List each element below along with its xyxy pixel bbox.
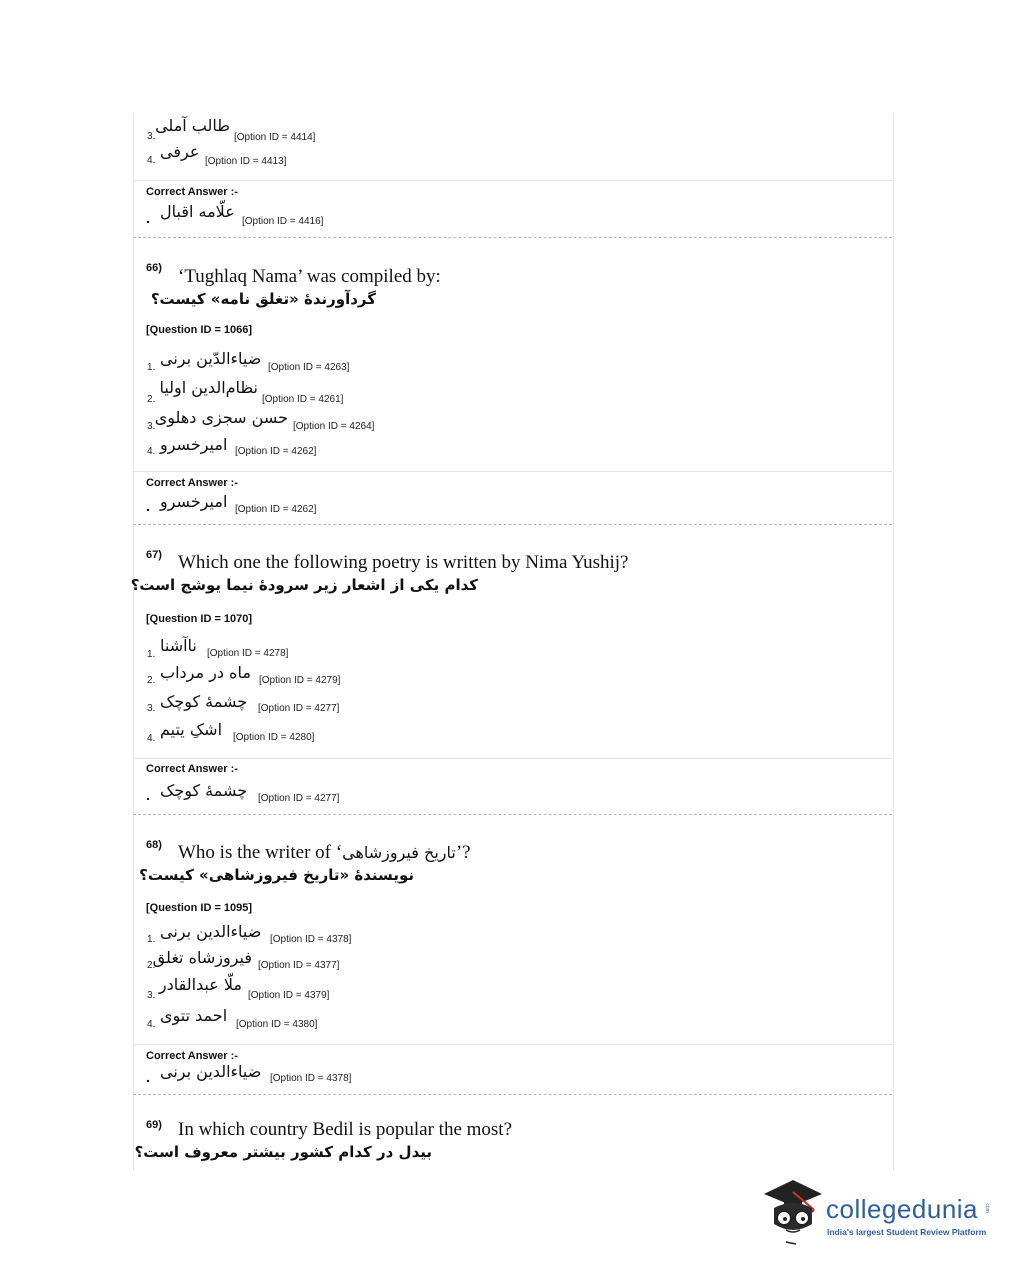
option-text: طالب آملی — [155, 116, 230, 135]
option-id: [Option ID = 4264] — [293, 421, 375, 432]
option-text: ضیاءالدین برنی — [160, 922, 262, 941]
answer-bullet: . — [146, 498, 150, 514]
answer-bullet: . — [146, 787, 150, 803]
option-text: ضیاءالدّین برنی — [160, 349, 262, 368]
option-id: [Option ID = 4413] — [205, 156, 287, 167]
question-text-english: ‘Tughlaq Nama’ was compiled by: — [178, 266, 441, 287]
option-text: ماه در مرداب — [160, 663, 251, 682]
option-number: 4. — [147, 446, 156, 457]
option-id: [Option ID = 4263] — [268, 362, 350, 373]
option-number: 3. — [147, 703, 156, 714]
option-id: [Option ID = 4378] — [270, 934, 352, 945]
question-separator — [133, 1094, 892, 1095]
option-id: [Option ID = 4262] — [235, 446, 317, 457]
collegedunia-logo[interactable] — [762, 1178, 1002, 1248]
question-number: 66) — [146, 262, 162, 274]
logo-com: .com — [984, 1202, 990, 1213]
english-part: ’? — [455, 842, 471, 863]
correct-answer-text: امیرخسرو — [160, 492, 228, 511]
correct-answer-label: Correct Answer :- — [146, 1050, 238, 1062]
divider — [133, 471, 892, 472]
mascot-icon — [762, 1178, 824, 1246]
option-id: [Option ID = 4277] — [258, 703, 340, 714]
option-id: [Option ID = 4414] — [234, 132, 316, 143]
question-number: 67) — [146, 549, 162, 561]
option-id: [Option ID = 4261] — [262, 394, 344, 405]
option-number: 1. — [147, 649, 156, 660]
option-id: [Option ID = 4380] — [236, 1019, 318, 1030]
option-text: نظام‌الدین اولیا — [159, 378, 258, 397]
option-text: عرفی — [160, 142, 200, 161]
option-text: حسن سجزی دهلوی — [154, 408, 288, 427]
answer-bullet: . — [146, 210, 150, 226]
option-text: امیرخسرو — [160, 435, 228, 454]
divider — [133, 758, 892, 759]
option-number: 1. — [147, 362, 156, 373]
question-text-persian: بیدل در کدام کشور بیشتر معروف است؟ — [134, 1143, 432, 1161]
correct-answer-text: علّامه اقبال — [160, 202, 235, 221]
option-number: 3. — [147, 131, 156, 142]
option-id: [Option ID = 4379] — [248, 990, 330, 1001]
option-text: چشمهٔ کوچک — [160, 692, 248, 711]
option-number: 2. — [147, 960, 156, 971]
correct-answer-text: چشمهٔ کوچک — [160, 781, 248, 800]
option-number: 3. — [147, 421, 156, 432]
question-text-english — [178, 842, 471, 864]
option-text: ملّا عبدالقادر — [158, 975, 242, 994]
question-separator — [133, 814, 892, 815]
question-number: 68) — [146, 839, 162, 851]
question-id: [Question ID = 1070] — [146, 613, 253, 625]
correct-answer-label: Correct Answer :- — [146, 477, 238, 489]
question-id: [Question ID = 1095] — [146, 902, 253, 914]
correct-answer-text: ضیاءالدین برنی — [160, 1062, 262, 1081]
correct-answer-label: Correct Answer :- — [146, 186, 238, 198]
correct-answer-option-id: [Option ID = 4416] — [242, 216, 324, 227]
divider — [133, 1044, 892, 1045]
question-separator — [133, 524, 892, 525]
option-id: [Option ID = 4278] — [207, 648, 289, 659]
correct-answer-option-id: [Option ID = 4262] — [235, 504, 317, 515]
option-id: [Option ID = 4279] — [259, 675, 341, 686]
option-text: فیروزشاه تغلق — [152, 948, 252, 967]
option-text: ناآشنا — [160, 636, 197, 655]
question-text-persian: نویسندهٔ «تاریخ فیروزشاهی» کیست؟ — [139, 866, 414, 884]
option-number: 3. — [147, 990, 156, 1001]
correct-answer-option-id: [Option ID = 4277] — [258, 793, 340, 804]
option-number: 4. — [147, 155, 156, 166]
option-text: احمد تتوی — [160, 1006, 228, 1025]
option-text: اشکِ یتیم — [160, 720, 223, 739]
option-number: 1. — [147, 934, 156, 945]
question-text-english: Which one the following poetry is written by Nima Yushij? — [178, 552, 629, 573]
correct-answer-option-id: [Option ID = 4378] — [270, 1073, 352, 1084]
question-text-persian: کدام یکی از اشعار زیر سرودهٔ نیما یوشج است؟ — [130, 576, 478, 594]
answer-bullet: . — [146, 1069, 150, 1085]
option-number: 4. — [147, 733, 156, 744]
logo-brand: collegedunia — [826, 1194, 979, 1224]
question-separator — [133, 237, 892, 238]
option-number: 2. — [147, 394, 156, 405]
option-number: 4. — [147, 1019, 156, 1030]
embedded-persian-title: تاریخ فیروزشاهی — [342, 843, 456, 862]
option-id: [Option ID = 4377] — [258, 960, 340, 971]
question-number: 69) — [146, 1119, 162, 1131]
question-text-english: In which country Bedil is popular the most? — [178, 1119, 513, 1140]
correct-answer-label: Correct Answer :- — [146, 763, 238, 775]
divider — [133, 180, 892, 181]
english-part: Who is the writer of ‘ — [178, 842, 343, 863]
logo-tagline: India's largest Student Review Platform — [827, 1227, 987, 1237]
option-number: 2. — [147, 675, 156, 686]
question-id: [Question ID = 1066] — [146, 324, 253, 336]
option-id: [Option ID = 4280] — [233, 732, 315, 743]
question-text-persian: گردآورندهٔ «تغلق نامه» کیست؟ — [150, 290, 376, 308]
